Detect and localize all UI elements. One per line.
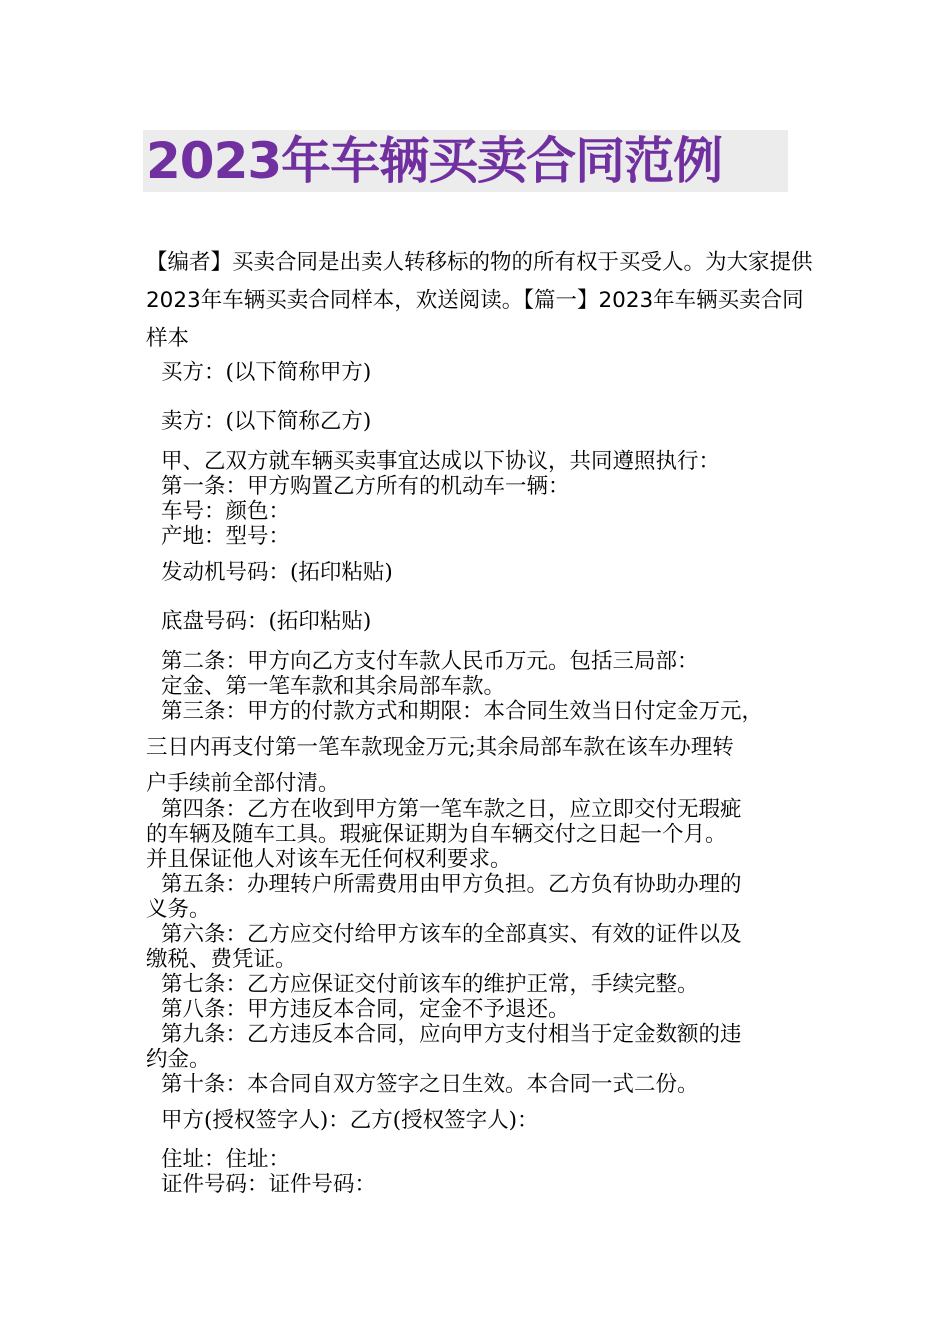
- article-6-line: 第六条：乙方应交付给甲方该车的全部真实、有效的证件以及: [161, 922, 742, 947]
- intro-paragraph: 【编者】买卖合同是出卖人转移标的物的所有权于买受人。为大家提供2023年车辆买卖合同样本，欢送阅读。【篇一】2023年车辆买卖合同样本: [146, 250, 813, 351]
- article-2-cont-line: 定金、第一笔车款和其余局部车款。: [161, 674, 506, 699]
- article-3-line: 第三条：甲方的付款方式和期限：本合同生效当日付定金万元，: [161, 699, 764, 724]
- article-5-end-line: 义务。: [146, 897, 211, 922]
- article-5-line: 第五条：办理转户所需费用由甲方负担。乙方负有协助办理的: [161, 872, 742, 897]
- article-3-cont-line: 三日内再支付第一笔车款现金万元;其余局部车款在该车办理转: [146, 735, 734, 760]
- page-title: 2023年车辆买卖合同范例: [146, 132, 723, 190]
- seller-line: 卖方：(以下简称乙方): [161, 409, 372, 434]
- article-4-cont-line: 的车辆及随车工具。瑕疵保证期为自车辆交付之日起一个月。: [146, 822, 727, 847]
- article-2-line: 第二条：甲方向乙方支付车款人民币万元。包括三局部：: [161, 649, 699, 674]
- id-number-line: 证件号码：证件号码：: [161, 1172, 377, 1197]
- engine-number-line: 发动机号码：(拓印粘贴): [161, 560, 393, 585]
- plate-color-line: 车号：颜色：: [161, 499, 291, 524]
- origin-model-line: 产地：型号：: [161, 524, 291, 549]
- buyer-line: 买方：(以下简称甲方): [161, 360, 372, 385]
- article-10-line: 第十条：本合同自双方签字之日生效。本合同一式二份。: [161, 1072, 699, 1097]
- article-1-line: 第一条：甲方购置乙方所有的机动车一辆：: [161, 474, 570, 499]
- chassis-number-line: 底盘号码：(拓印粘贴): [161, 609, 372, 634]
- article-4-end-line: 并且保证他人对该车无任何权利要求。: [146, 847, 512, 872]
- article-7-line: 第七条：乙方应保证交付前该车的维护正常，手续完整。: [161, 972, 699, 997]
- signatory-line: 甲方(授权签字人)：乙方(授权签字人)：: [161, 1108, 539, 1133]
- article-6-end-line: 缴税、费凭证。: [146, 947, 297, 972]
- article-9-end-line: 约金。: [146, 1047, 211, 1072]
- article-8-line: 第八条：甲方违反本合同，定金不予退还。: [161, 997, 570, 1022]
- article-4-line: 第四条：乙方在收到甲方第一笔车款之日，应立即交付无瑕疵: [161, 797, 742, 822]
- address-line: 住址：住址：: [161, 1147, 291, 1172]
- article-3-end-line: 户手续前全部付清。: [146, 771, 340, 796]
- article-9-line: 第九条：乙方违反本合同，应向甲方支付相当于定金数额的违: [161, 1022, 742, 1047]
- agreement-line: 甲、乙双方就车辆买卖事宜达成以下协议，共同遵照执行：: [161, 449, 721, 474]
